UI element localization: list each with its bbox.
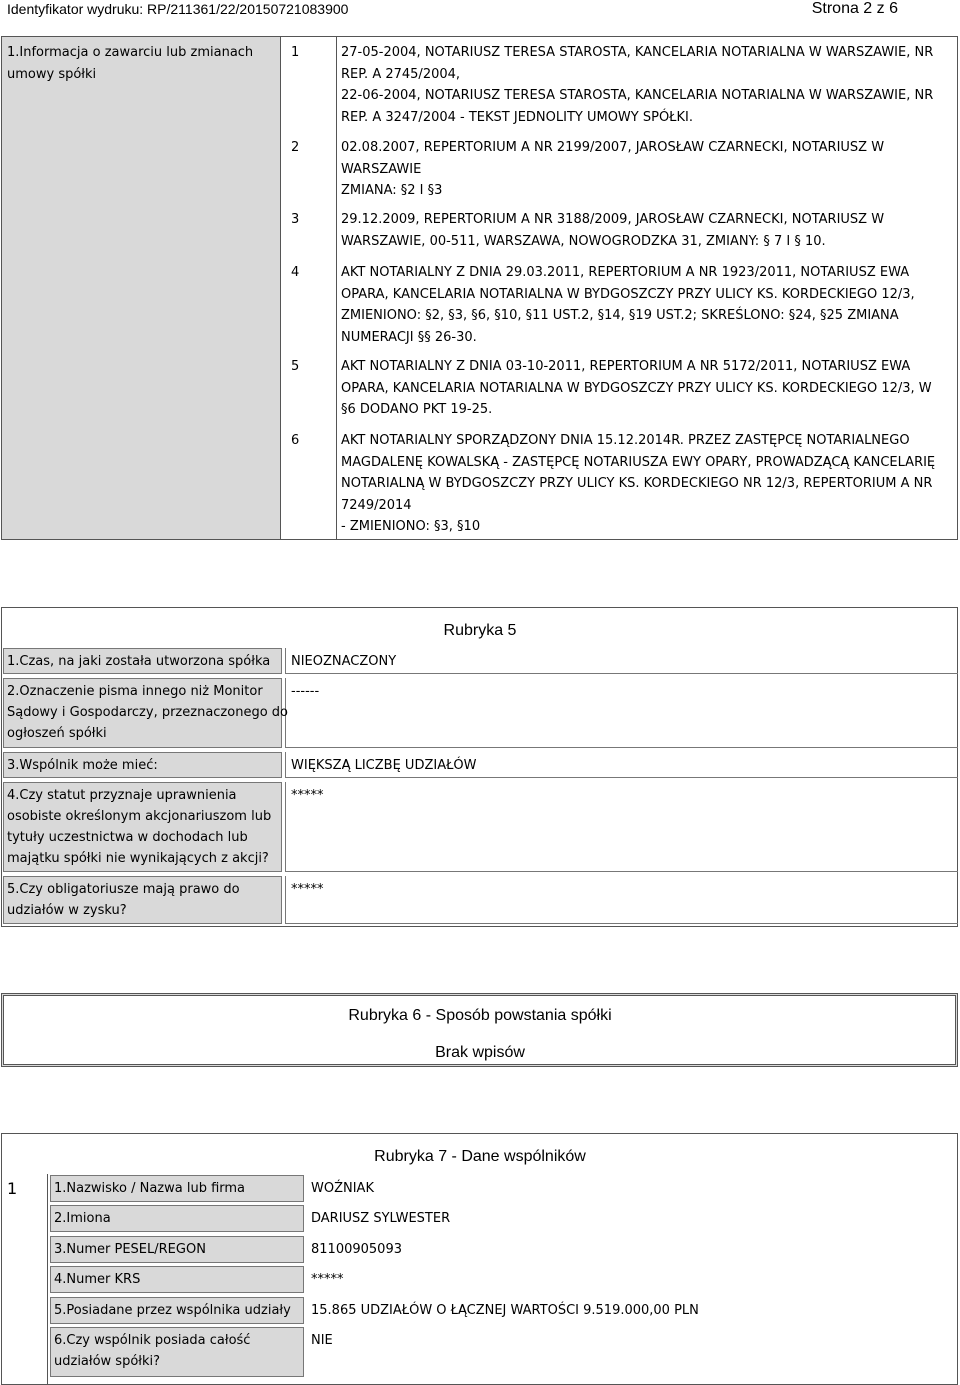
rubryka-5-label: 2.Oznaczenie pisma innego niż Monitor bbox=[7, 684, 263, 699]
rubryka-5-label: majątku spółki nie wynikających z akcji? bbox=[7, 851, 269, 866]
section-1-entry-line: 7249/2014 bbox=[341, 497, 412, 513]
rubryka-5-label: 5.Czy obligatoriusze mają prawo do bbox=[7, 882, 240, 897]
section-1-entry-line: 02.08.2007, REPERTORIUM A NR 2199/2007, JAROSŁAW CZARNECKI, NOTARIUSZ W bbox=[341, 140, 885, 155]
section-1-entry-line: NOTARIALNĄ W BYDGOSZCZY PRZY ULICY KS. KORDECKIEGO NR 12/3, REPERTORIUM A NR bbox=[341, 476, 933, 491]
rubryka-7-label: 6.Czy wspólnik posiada całość bbox=[54, 1333, 251, 1348]
section-1-entry-number: 6 bbox=[291, 433, 300, 448]
rubryka-7-label: 1.Nazwisko / Nazwa lub firma bbox=[54, 1181, 246, 1196]
rubryka-5-label: 1.Czas, na jaki została utworzona spółka bbox=[7, 654, 271, 669]
section-1-entry-line: 27-05-2004, NOTARIUSZ TERESA STAROSTA, KANCELARIA NOTARIALNA W WARSZAWIE, NR bbox=[341, 45, 934, 60]
rubryka-7-label: udziałów spółki? bbox=[54, 1354, 161, 1369]
rubryka-5-value: ------ bbox=[291, 684, 320, 699]
rubryka-5-label: 4.Czy statut przyznaje uprawnienia bbox=[7, 788, 237, 803]
section-1-entry-line: ZMIANA: §2 I §3 bbox=[341, 183, 443, 198]
section-1-entry-number: 3 bbox=[291, 212, 300, 227]
section-1-entry-line: AKT NOTARIALNY Z DNIA 03-10-2011, REPERTORIUM A NR 5172/2011, NOTARIUSZ EWA bbox=[341, 359, 911, 374]
section-1-divider bbox=[280, 37, 281, 539]
section-1-entry-line: REP. A 2745/2004, bbox=[341, 66, 461, 82]
print-header bbox=[0, 0, 960, 22]
rubryka-7-value: 15.865 UDZIAŁÓW O ŁĄCZNEJ WARTOŚCI 9.519.000,00 PLN bbox=[311, 1303, 699, 1318]
section-1-label-2: umowy spółki bbox=[7, 67, 97, 82]
rubryka-5-value: WIĘKSZĄ LICZBĘ UDZIAŁÓW bbox=[291, 758, 477, 773]
rubryka-5-label: udziałów w zysku? bbox=[7, 903, 127, 918]
rubryka-7-value: 81100905093 bbox=[311, 1242, 402, 1257]
section-1-entry-line: ZMIENIONO: §2, §3, §6, §10, §11 UST.2, §14, §19 UST.2; SKREŚLONO: §24, §25 ZMIANA bbox=[341, 308, 899, 323]
section-1-entry-line: OPARA, KANCELARIA NOTARIALNA W BYDGOSZCZY PRZY ULICY KS. KORDECKIEGO 12/3, bbox=[341, 286, 915, 302]
rubryka-7-title: Rubryka 7 - Dane wspólników bbox=[374, 1148, 586, 1165]
section-1-entry-line: AKT NOTARIALNY SPORZĄDZONY DNIA 15.12.2014R. PRZEZ ZASTĘPCĘ NOTARIALNEGO bbox=[341, 433, 910, 448]
section-1-entry-line: NUMERACJI §§ 26-30. bbox=[341, 329, 477, 345]
section-1-entry-line: 22-06-2004, NOTARIUSZ TERESA STAROSTA, KANCELARIA NOTARIALNA W WARSZAWIE, NR bbox=[341, 88, 934, 103]
section-1-entry-line: WARSZAWIE bbox=[341, 161, 422, 177]
rubryka-5-value-cell bbox=[285, 678, 958, 748]
rubryka-5-value: NIEOZNACZONY bbox=[291, 654, 397, 669]
section-1-label-cell bbox=[2, 37, 280, 539]
section-1-entry-line: §6 DODANO PKT 19-25. bbox=[341, 402, 493, 417]
section-1-entry-line: WARSZAWIE, 00-511, WARSZAWA, NOWOGRODZKA 31, ZMIANY: § 7 I § 10. bbox=[341, 233, 826, 249]
rubryka-5-value-cell bbox=[285, 782, 958, 872]
print-identifier: Identyfikator wydruku: RP/211361/22/20150721083900 bbox=[7, 1, 349, 17]
rubryka-5-label: ogłoszeń spółki bbox=[7, 726, 107, 741]
section-1-entry-line: OPARA, KANCELARIA NOTARIALNA W BYDGOSZCZY PRZY ULICY KS. KORDECKIEGO 12/3, W bbox=[341, 380, 932, 396]
section-1-entry-number: 5 bbox=[291, 359, 300, 374]
section-1-entry-line: AKT NOTARIALNY Z DNIA 29.03.2011, REPERTORIUM A NR 1923/2011, NOTARIUSZ EWA bbox=[341, 265, 910, 280]
rubryka-7-value: NIE bbox=[311, 1333, 333, 1348]
rubryka-7-label: 4.Numer KRS bbox=[54, 1272, 141, 1287]
section-1-entry-line: MAGDALENĘ KOWALSKĄ - ZASTĘPCĘ NOTARIUSZA EWY OPARY, PROWADZĄCĄ KANCELARIĘ bbox=[341, 454, 936, 470]
rubryka-6-value: Brak wpisów bbox=[435, 1044, 525, 1061]
rubryka-7-value: WOŹNIAK bbox=[311, 1181, 374, 1196]
rubryka-5-label: 3.Wspólnik może mieć: bbox=[7, 758, 158, 773]
section-1-entry-line: - ZMIENIONO: §3, §10 bbox=[341, 519, 481, 534]
rubryka-6-title: Rubryka 6 - Sposób powstania spółki bbox=[348, 1007, 612, 1024]
rubryka-7-value: DARIUSZ SYLWESTER bbox=[311, 1211, 451, 1226]
section-1-entry-line: REP. A 3247/2004 - TEKST JEDNOLITY UMOWY SPÓŁKI. bbox=[341, 109, 693, 125]
rubryka-5-value: ***** bbox=[291, 882, 324, 897]
rubryka-7-label: 5.Posiadane przez wspólnika udziały bbox=[54, 1303, 291, 1318]
page-number: Strona 2 z 6 bbox=[811, 0, 898, 17]
section-1-entry-number: 4 bbox=[291, 265, 300, 280]
rubryka-7-index-divider bbox=[47, 1174, 48, 1385]
rubryka-5-value-cell bbox=[285, 876, 958, 924]
rubryka-5-value: ***** bbox=[291, 788, 324, 803]
rubryka-5-label: tytuły uczestnictwa w dochodach lub bbox=[7, 830, 248, 845]
rubryka-5-title: Rubryka 5 bbox=[443, 622, 517, 639]
section-1-num-divider bbox=[336, 37, 337, 539]
rubryka-7-label: 2.Imiona bbox=[54, 1211, 111, 1226]
rubryka-5-label: Sądowy i Gospodarczy, przeznaczonego do bbox=[7, 705, 288, 720]
rubryka-7-index: 1 bbox=[7, 1179, 18, 1198]
section-1-entry-number: 2 bbox=[291, 140, 300, 155]
rubryka-7-value: ***** bbox=[311, 1272, 344, 1287]
rubryka-5-label: osobiste określonym akcjonariuszom lub bbox=[7, 809, 272, 824]
section-1-entry-line: 29.12.2009, REPERTORIUM A NR 3188/2009, JAROSŁAW CZARNECKI, NOTARIUSZ W bbox=[341, 212, 885, 227]
section-1-label: 1.Informacja o zawarciu lub zmianach bbox=[7, 45, 254, 60]
section-1-entry-number: 1 bbox=[291, 45, 300, 60]
rubryka-7-label: 3.Numer PESEL/REGON bbox=[54, 1242, 206, 1257]
